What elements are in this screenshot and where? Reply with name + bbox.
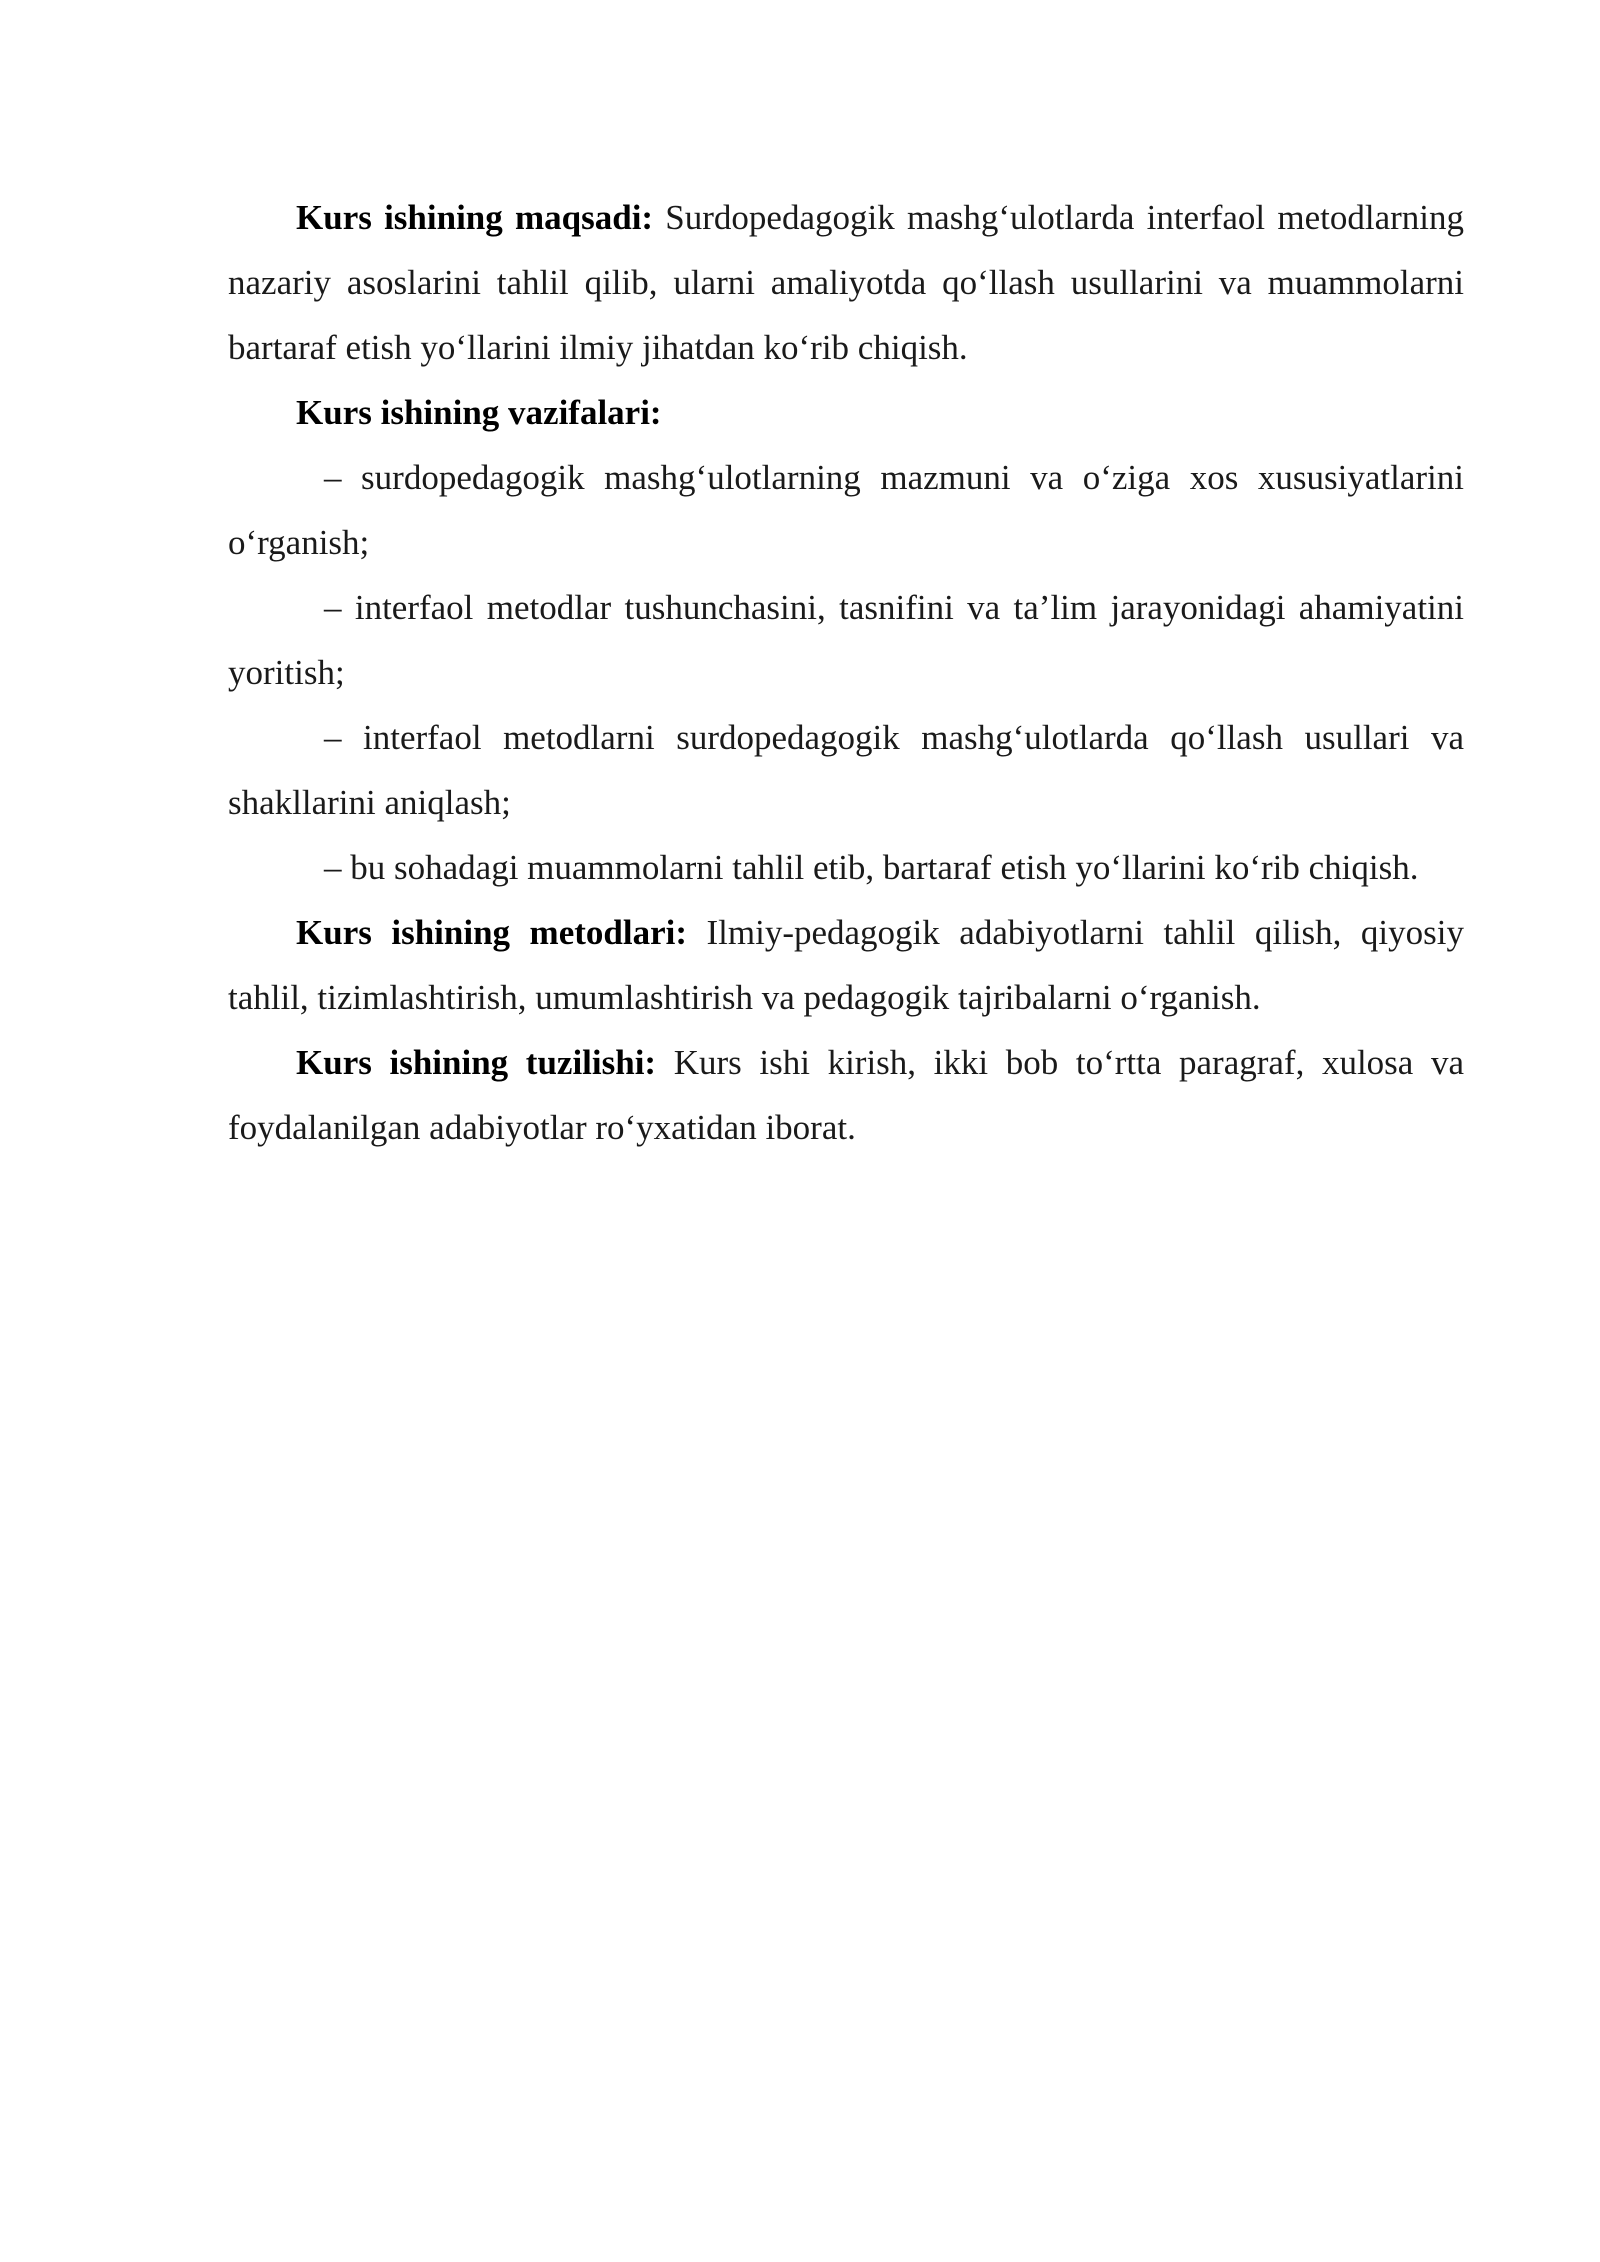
goal-text: Surdopedagogik mashg‘ulotlarda interfaol metodlarning nazariy asoslarini tahlil qilib, ularni amaliyotda qo‘llash usullarini va muammolarni bartaraf etish yo‘llarini ilmiy jihatdan ko‘rib chiqish. <box>228 198 1464 367</box>
task-item-2: – interfaol metodlar tushunchasini, tasnifini va ta’lim jarayonidagi ahamiyatini yoritish; <box>228 588 1464 692</box>
document-body <box>228 185 1464 1160</box>
task-item-4: – bu sohadagi muammolarni tahlil etib, bartaraf etish yo‘llarini ko‘rib chiqish. <box>324 848 1419 887</box>
task-item-3: – interfaol metodlarni surdopedagogik mashg‘ulotlarda qo‘llash usullari va shakllarini aniqlash; <box>228 718 1464 822</box>
methods-paragraph <box>228 900 1464 1030</box>
tasks-label: Kurs ishining vazifalari: <box>296 393 662 432</box>
methods-label: Kurs ishining metodlari: <box>296 913 687 952</box>
goal-paragraph <box>228 185 1464 380</box>
structure-label: Kurs ishining tuzilishi: <box>296 1043 657 1082</box>
structure-text: Kurs ishi kirish, ikki bob to‘rtta paragraf, xulosa va foydalanilgan adabiyotlar ro‘yxatidan iborat. <box>228 1043 1464 1147</box>
methods-text: Ilmiy-pedagogik adabiyotlarni tahlil qilish, qiyosiy tahlil, tizimlashtirish, umumlashtirish va pedagogik tajribalarni o‘rganish. <box>228 913 1464 1017</box>
tasks-heading <box>228 380 1464 445</box>
task-item-1: – surdopedagogik mashg‘ulotlarning mazmuni va o‘ziga xos xususiyatlarini o‘rganish; <box>228 458 1464 562</box>
structure-paragraph <box>228 1030 1464 1160</box>
goal-label: Kurs ishining maqsadi: <box>296 198 654 237</box>
